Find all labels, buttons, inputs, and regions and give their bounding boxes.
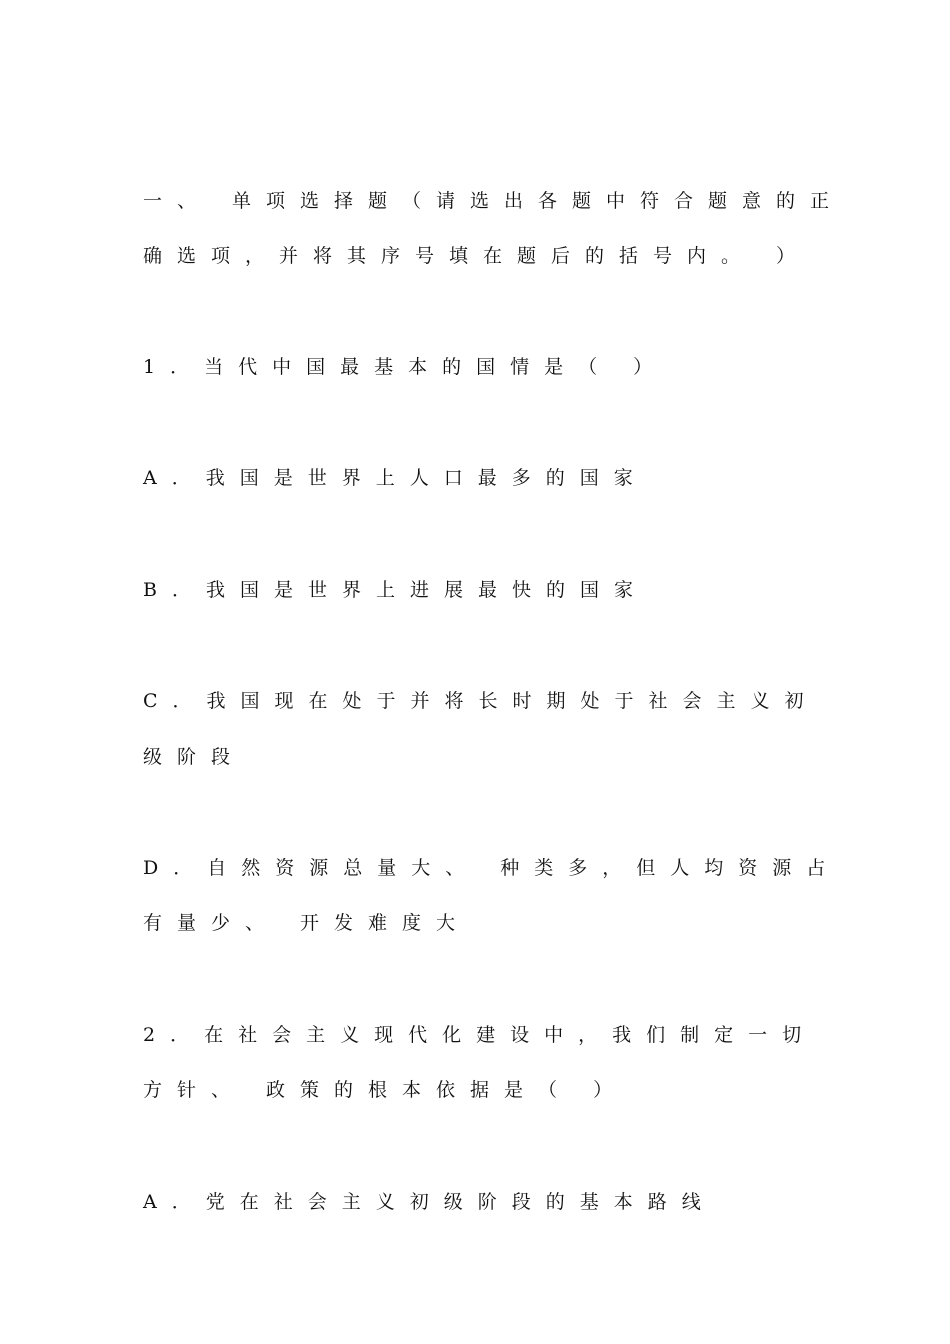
question-1-option-c-line-2: 级阶段 <box>143 746 246 768</box>
question-2-option-a: A．党在社会主义初级阶段的基本路线 <box>143 1191 716 1213</box>
question-1-option-c-line-1: C．我国现在处于并将长时期处于社会主义初 <box>143 690 819 712</box>
question-1-stem: 1．当代中国最基本的国情是（ ） <box>143 356 668 378</box>
section-heading-line-2: 确选项，并将其序号填在题后的括号内。 ） <box>143 245 811 267</box>
question-1-option-d-line-2: 有量少、 开发难度大 <box>143 912 471 934</box>
question-2-stem-line-1: 2．在社会主义现代化建设中，我们制定一切 <box>143 1024 817 1046</box>
question-1-option-d-line-1: D．自然资源总量大、 种类多，但人均资源占 <box>143 857 841 879</box>
section-heading-line-1: 一、 单项选择题（请选出各题中符合题意的正 <box>143 190 845 212</box>
question-1-option-b: B．我国是世界上进展最快的国家 <box>143 579 648 601</box>
question-2-stem-line-2: 方针、 政策的根本依据是（ ） <box>143 1079 628 1101</box>
question-1-option-a: A．我国是世界上人口最多的国家 <box>143 467 648 489</box>
